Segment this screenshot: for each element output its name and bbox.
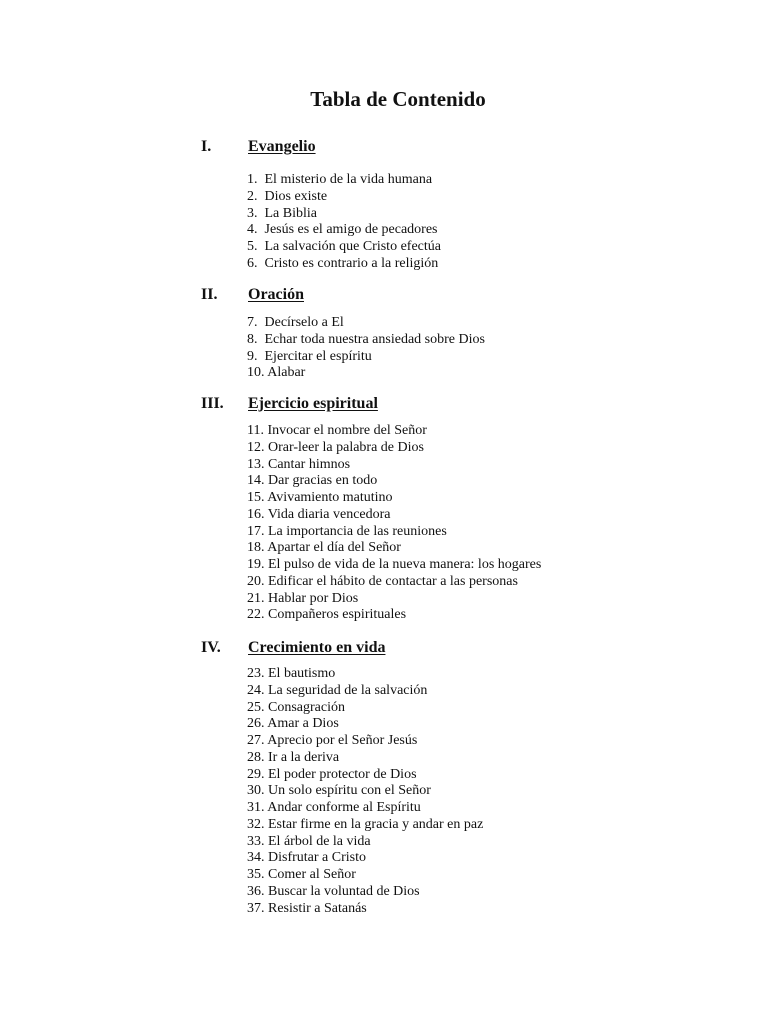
list-item: 5. La salvación que Cristo efectúa (247, 239, 441, 254)
section-item-list (247, 315, 485, 382)
section-item-list (247, 666, 483, 917)
list-item: 25. Consagración (247, 699, 345, 715)
section-item-list (247, 423, 541, 624)
list-item: 21. Hablar por Dios (247, 590, 359, 606)
section-heading: Ejercicio espiritual (248, 395, 378, 412)
list-item: 23. El bautismo (247, 666, 336, 681)
section-heading: Evangelio (248, 138, 316, 155)
list-item: 24. La seguridad de la salvación (247, 682, 428, 698)
list-item: 30. Un solo espíritu con el Señor (247, 783, 431, 799)
section-item-list (247, 172, 441, 273)
list-item: 29. El poder protector de Dios (247, 766, 417, 782)
list-item: 4. Jesús es el amigo de pecadores (247, 222, 438, 238)
list-item: 36. Buscar la voluntad de Dios (247, 883, 420, 899)
list-item: 6. Cristo es contrario a la religión (247, 255, 439, 271)
list-item: 26. Amar a Dios (247, 716, 339, 732)
list-item: 7. Decírselo a El (247, 315, 344, 330)
list-item: 17. La importancia de las reuniones (247, 523, 447, 539)
list-item: 10. Alabar (247, 365, 306, 381)
list-item: 19. El pulso de vida de la nueva manera: los hogares (247, 557, 542, 572)
list-item: 8. Echar toda nuestra ansiedad sobre Dios (247, 331, 485, 347)
page-title: Tabla de Contenido (310, 87, 486, 111)
list-item: 9. Ejercitar el espíritu (247, 348, 372, 364)
section-numeral: IV. (201, 639, 221, 656)
list-item: 18. Apartar el día del Señor (247, 540, 401, 556)
list-item: 14. Dar gracias en todo (247, 473, 378, 489)
list-item: 15. Avivamiento matutino (247, 490, 393, 505)
section-heading: Oración (248, 286, 304, 303)
section-numeral: III. (201, 395, 224, 412)
section-heading: Crecimiento en vida (248, 639, 386, 656)
list-item: 1. El misterio de la vida humana (247, 172, 433, 187)
list-item: 16. Vida diaria vencedora (247, 506, 391, 522)
list-item: 35. Comer al Señor (247, 867, 356, 882)
list-item: 11. Invocar el nombre del Señor (247, 423, 427, 438)
list-item: 37. Resistir a Satanás (247, 900, 367, 916)
list-item: 31. Andar conforme al Espíritu (247, 800, 421, 815)
list-item: 20. Edificar el hábito de contactar a las personas (247, 573, 518, 589)
section-numeral: I. (201, 138, 212, 155)
list-item: 3. La Biblia (247, 205, 317, 221)
list-item: 34. Disfrutar a Cristo (247, 850, 366, 866)
list-item: 12. Orar-leer la palabra de Dios (247, 439, 424, 455)
list-item: 22. Compañeros espirituales (247, 607, 407, 623)
list-item: 13. Cantar himnos (247, 456, 351, 472)
list-item: 33. El árbol de la vida (247, 833, 371, 849)
list-item: 32. Estar firme en la gracia y andar en paz (247, 816, 484, 832)
list-item: 2. Dios existe (247, 188, 328, 204)
section-numeral: II. (201, 286, 218, 303)
list-item: 27. Aprecio por el Señor Jesús (247, 733, 418, 748)
list-item: 28. Ir a la deriva (247, 749, 340, 765)
